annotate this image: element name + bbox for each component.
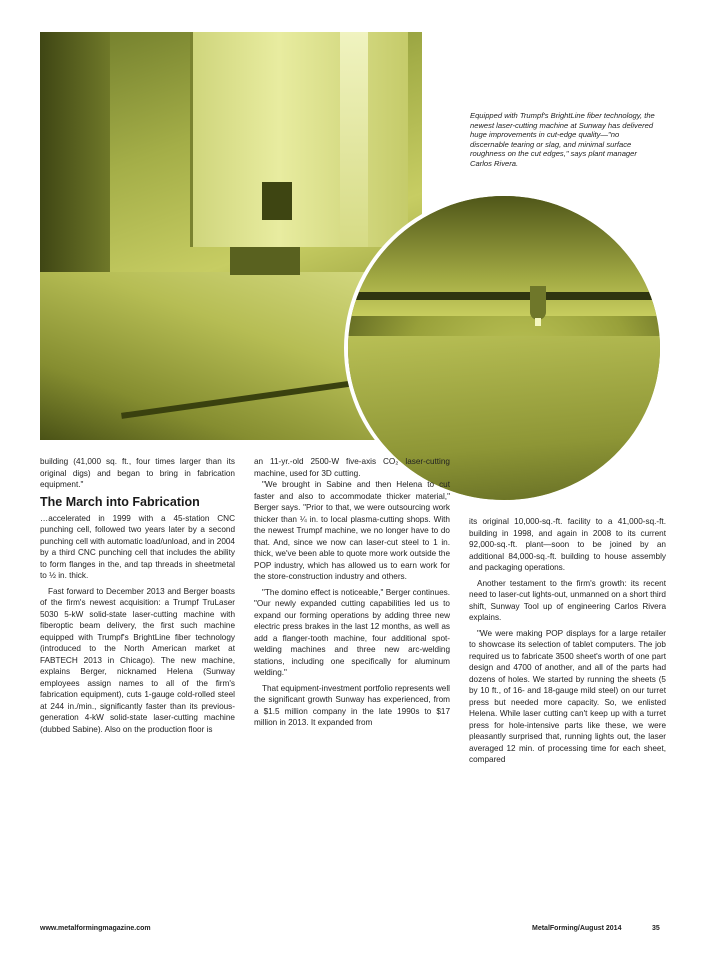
laser-nozzle — [530, 286, 546, 320]
section-heading: The March into Fabrication — [40, 494, 200, 509]
closeup-rail — [348, 292, 660, 300]
photo-caption: Equipped with Trumpf's BrightLine fiber technology, the newest laser-cutting machine at Sunway has delivered huge improvements in cut-edge quality—"no discernable tearing or slag, and minimal surface roughness on the cut edges," says plant manager Carlos Rivera. — [470, 111, 655, 168]
footer-website: www.metalformingmagazine.com — [40, 925, 151, 932]
article-column-1 — [40, 456, 235, 735]
column2-paragraph-1: an 11-yr.-old 2500-W five-axis CO₂ laser-cutting machine, used for 3D cutting. — [254, 457, 450, 478]
column3-paragraph-2: Another testament to the firm's growth: its recent need to laser-cut lights-out, unmanned on a short third shift, Sunway Tool up of engineering Carlos Rivera explains. — [469, 578, 666, 622]
page-number: 35 — [652, 925, 660, 932]
photo-shadow-region — [40, 32, 110, 272]
footer-issue: MetalForming/August 2014 — [532, 925, 622, 932]
article-column-3 — [469, 516, 666, 766]
column1-paragraph-2: Fast forward to December 2013 and Berger boasts of the firm's newest acquisition: a Trumpf TruLaser 5030 5-kW solid-state laser-cutting machine with fiberoptic beam delivery, the first such machine equipped with Trumpf's BrightLine fiber technology (introduced to the North American market at FABTECH 2013 in Chicago). The new machine, explains Berger, nicknamed Helena (Sunway employees assign names to all of the firm's fabrication equipment), cuts 1-gauge cold-rolled steel at 244 in./min., significantly faster than its previous-generation 4-kW solid-state laser-cutting machine (dubbed Sabine). Also on the production floor is — [40, 586, 235, 734]
column3-paragraph-1: its original 10,000-sq.-ft. facility to a 41,000-sq.-ft. building in 1998, and again in 2008 to its current 92,000-sq.-ft. plant—soon to be joined by an additional 84,000-sq.-ft. building to house assembly and packaging operations. — [469, 517, 666, 572]
column2-paragraph-4: That equipment-investment portfolio represents well the significant growth Sunway has experienced, from a $1.5 million company in the late 1990s to $17 million in 2013. It expanded from — [254, 683, 450, 727]
article-column-2 — [254, 456, 450, 729]
machine-panel — [262, 182, 292, 220]
column2-paragraph-2: "We brought in Sabine and then Helena to cut faster and also to accommodate thicker material," Berger says. "Prior to that, we were outsourcing work thicker than ¼ in. to local plasma-cutting shops. With the newest Trumpf machine, we no longer have to do that. And, since we now can laser-cut steel to 1 in. thick, we've been able to quote more work outside the POP industry, which has allowed us to earn work for the store-construction industry and others. — [254, 480, 450, 581]
laser-nozzle-tip — [535, 318, 541, 326]
column2-paragraph-3: "The domino effect is noticeable," Berger continues. "Our newly expanded cutting capabilities led us to expand our forming operations by adding three new electric press brakes in the last 12 months, as well as add a flanger-tooth machine, four additional spot-welding machines and three new arc-welding stations, including one specifically for aluminum welding." — [254, 587, 450, 677]
column1-intro: building (41,000 sq. ft., four times larger than its original digs) and began to bring in fabrication equipment." — [40, 457, 235, 489]
cutting-head — [230, 247, 300, 275]
column3-paragraph-3: "We were making POP displays for a large retailer to showcase its selection of tablet computers. The job required us to fabricate 3500 sheet's worth of one part design and 4700 of another, and all of the parts had dozens of holes. We started by running the sheets (5 by 10 ft., of 16- and 18-gauge mild steel) on our turret press but needed more capacity. So, we enlisted Helena. While laser cutting can't keep up with a turret press for hole-intensive parts like these, we were pleasantly surprised that, running lights out, the laser averaged 12 min. of processing time for each sheet, compared — [469, 628, 666, 764]
column1-paragraph-1: …accelerated in 1999 with a 45-station CNC punching cell, followed two years later by a second punching cell with automatic load/unload, and in 2004 by a third CNC punching cell that includes the ability to form flanges in the, and tap threads in sheetmetal to ½ in. thick. — [40, 513, 235, 580]
